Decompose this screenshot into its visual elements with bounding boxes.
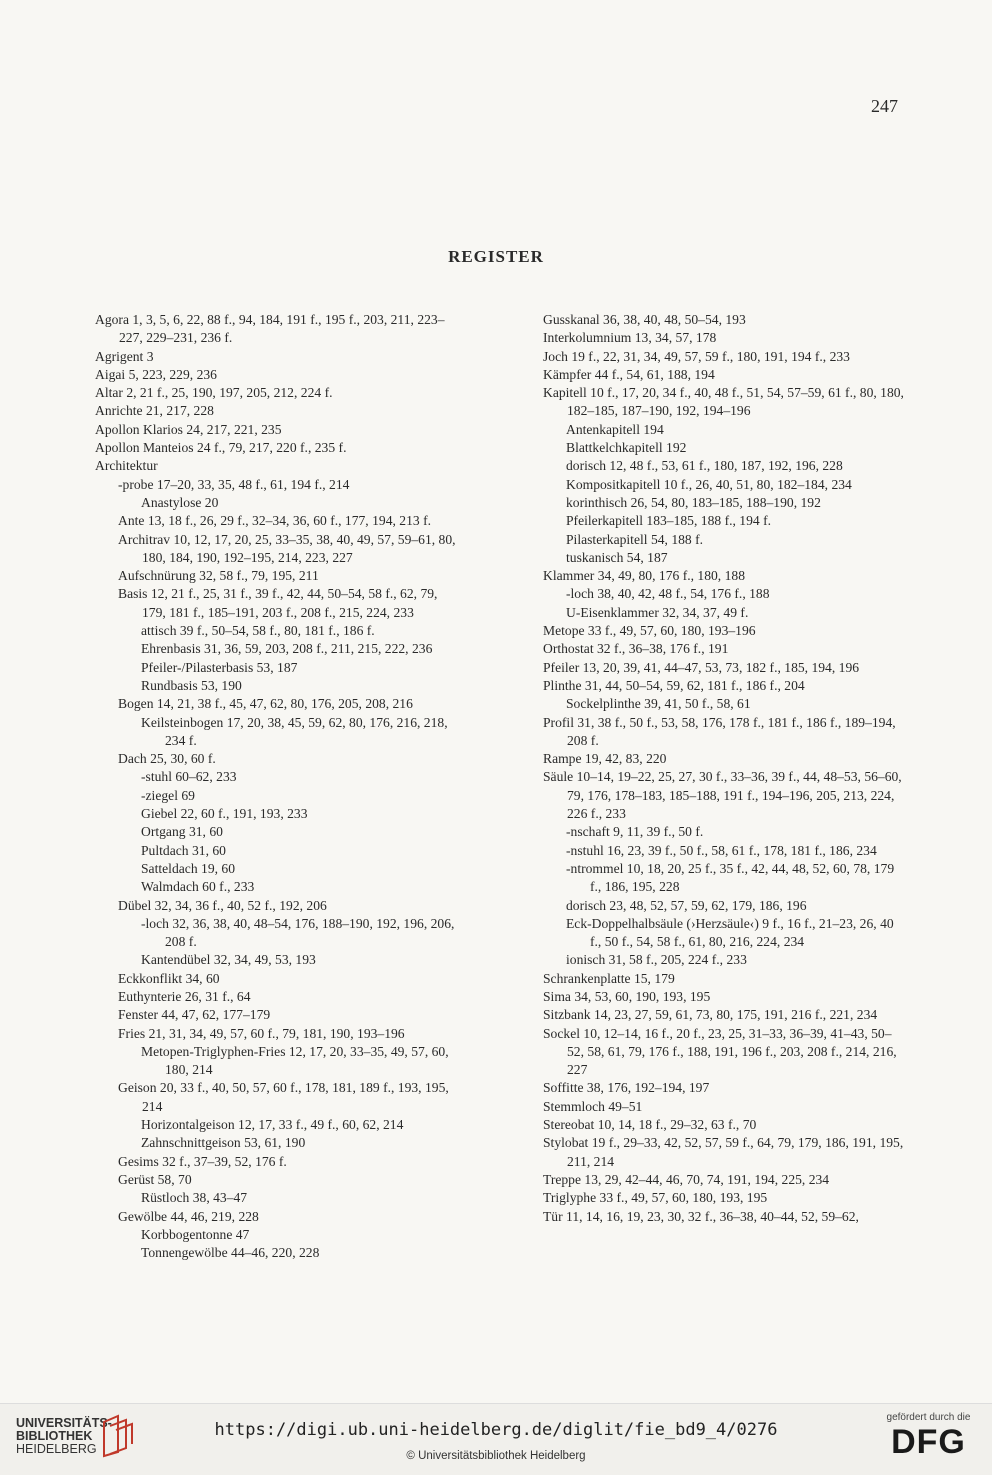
index-entry: Metopen-Triglyphen-Fries 12, 17, 20, 33–35, 49, 57, 60, 180, 214: [141, 1043, 449, 1078]
index-entry: Architrav 10, 12, 17, 20, 25, 33–35, 38, 40, 49, 57, 59–61, 80, 180, 184, 190, 192–195, 214, 223, 227: [118, 531, 456, 565]
index-column-right: [543, 311, 905, 1226]
index-entry: Geison 20, 33 f., 40, 50, 57, 60 f., 178, 181, 189 f., 193, 195, 214: [118, 1080, 449, 1114]
index-entry: Plinthe 31, 44, 50–54, 59, 62, 181 f., 186 f., 204: [543, 677, 805, 693]
index-entry: Altar 2, 21 f., 25, 190, 197, 205, 212, 224 f.: [95, 385, 333, 401]
index-entry: Interkolumnium 13, 34, 57, 178: [543, 330, 717, 346]
index-entry: Gesims 32 f., 37–39, 52, 176 f.: [118, 1153, 287, 1169]
index-entry: Giebel 22, 60 f., 191, 193, 233: [141, 806, 308, 822]
index-entry: dorisch 12, 48 f., 53, 61 f., 180, 187, 192, 196, 228: [566, 458, 843, 474]
index-entry: Walmdach 60 f., 233: [141, 879, 255, 895]
index-entry: Pfeiler 13, 20, 39, 41, 44–47, 53, 73, 182 f., 185, 194, 196: [543, 659, 860, 675]
index-entry: Satteldach 19, 60: [141, 860, 236, 876]
index-entry: Basis 12, 21 f., 25, 31 f., 39 f., 42, 44, 50–54, 58 f., 62, 79, 179, 181 f., 185–191, 203 f., 208 f., 215, 224, 233: [118, 586, 438, 620]
page-title: REGISTER: [448, 247, 544, 266]
index-entry: -nstuhl 16, 23, 39 f., 50 f., 58, 61 f., 178, 181 f., 186, 234: [566, 842, 877, 858]
index-entry: Rundbasis 53, 190: [141, 677, 242, 693]
index-entry: -ntrommel 10, 18, 20, 25 f., 35 f., 42, 44, 48, 52, 60, 78, 179 f., 186, 195, 228: [566, 860, 895, 895]
index-entry: Säule 10–14, 19–22, 25, 27, 30 f., 33–36, 39 f., 44, 48–53, 56–60, 79, 176, 178–183, 185–188, 191 f., 194–196, 205, 213, 224, 226 f., 233: [543, 769, 902, 822]
index-entry: Sockel 10, 12–14, 16 f., 20 f., 23, 25, 31–33, 36–39, 41–43, 50–52, 58, 61, 79, 176 f., 188, 191, 196 f., 203, 208 f., 214, 216, 227: [543, 1025, 897, 1078]
index-entry: Gerüst 58, 70: [118, 1171, 192, 1187]
index-entry: Tonnengewölbe 44–46, 220, 228: [141, 1245, 320, 1261]
index-entry: Keilsteinbogen 17, 20, 38, 45, 59, 62, 80, 176, 216, 218, 234 f.: [141, 714, 448, 748]
index-entry: Anastylose 20: [141, 494, 219, 510]
index-entry: Treppe 13, 29, 42–44, 46, 70, 74, 191, 194, 225, 234: [543, 1171, 830, 1187]
index-entry: Sima 34, 53, 60, 190, 193, 195: [543, 988, 711, 1004]
funding-note: gefördert durch die: [886, 1412, 971, 1423]
index-entry: Dach 25, 30, 60 f.: [118, 751, 216, 767]
index-entry: Anrichte 21, 217, 228: [95, 403, 214, 419]
index-entry: Pilasterkapitell 54, 188 f.: [566, 531, 704, 547]
index-entry: Fries 21, 31, 34, 49, 57, 60 f., 79, 181, 190, 193–196: [118, 1025, 405, 1041]
index-entry: Kompositkapitell 10 f., 26, 40, 51, 80, 182–184, 234: [566, 476, 852, 492]
index-entry: Soffitte 38, 176, 192–194, 197: [543, 1080, 710, 1096]
index-entry: Horizontalgeison 12, 17, 33 f., 49 f., 60, 62, 214: [141, 1117, 404, 1133]
index-entry: Antenkapitell 194: [566, 421, 664, 437]
viewer-footer: [0, 1403, 992, 1475]
index-entry: Ortgang 31, 60: [141, 824, 223, 840]
logo-text-line: BIBLIOTHEK: [16, 1429, 93, 1443]
index-entry: -ziegel 69: [141, 787, 195, 803]
index-entry: Rampe 19, 42, 83, 220: [543, 751, 667, 767]
index-entry: Aigai 5, 223, 229, 236: [95, 366, 217, 382]
index-entry: -loch 38, 40, 42, 48 f., 54, 176 f., 188: [566, 586, 770, 602]
index-entry: Architektur: [95, 458, 158, 474]
index-entry: tuskanisch 54, 187: [566, 549, 668, 565]
index-entry: Stemmloch 49–51: [543, 1098, 643, 1114]
index-entry: Stylobat 19 f., 29–33, 42, 52, 57, 59 f., 64, 79, 179, 186, 191, 195, 211, 214: [543, 1135, 904, 1169]
index-entry: Ehrenbasis 31, 36, 59, 203, 208 f., 211, 215, 222, 236: [141, 641, 433, 657]
dfg-wordmark: DFG: [891, 1423, 966, 1461]
index-entry: Stereobat 10, 14, 18 f., 29–32, 63 f., 70: [543, 1117, 757, 1133]
index-entry: Gewölbe 44, 46, 219, 228: [118, 1208, 259, 1224]
index-entry: Tür 11, 14, 16, 19, 23, 30, 32 f., 36–38, 40–44, 52, 59–62,: [543, 1208, 859, 1224]
index-entry: Kapitell 10 f., 17, 20, 34 f., 40, 48 f., 51, 54, 57–59, 61 f., 80, 180, 182–185, 187–190, 192, 194–196: [543, 385, 904, 419]
copyright-notice: © Universitätsbibliothek Heidelberg: [406, 1450, 586, 1462]
index-entry: Klammer 34, 49, 80, 176 f., 180, 188: [543, 568, 745, 584]
index-entry: Gusskanal 36, 38, 40, 48, 50–54, 193: [543, 312, 746, 327]
index-entry: Metope 33 f., 49, 57, 60, 180, 193–196: [543, 623, 756, 639]
index-entry: Dübel 32, 34, 36 f., 40, 52 f., 192, 206: [118, 897, 327, 913]
index-entry: Eck-Doppelhalbsäule (›Herzsäule‹) 9 f., 16 f., 21–23, 26, 40 f., 50 f., 54, 58 f., 61, 80, 216, 224, 234: [566, 915, 894, 950]
index-entry: Zahnschnittgeison 53, 61, 190: [141, 1135, 306, 1151]
index-entry: Orthostat 32 f., 36–38, 176 f., 191: [543, 641, 729, 657]
index-entry: Blattkelchkapitell 192: [566, 440, 687, 456]
index-column-left: [95, 311, 457, 1262]
index-entry: attisch 39 f., 50–54, 58 f., 80, 181 f., 186 f.: [141, 623, 375, 639]
index-entry: Pfeiler-/Pilasterbasis 53, 187: [141, 659, 298, 675]
index-entry: Pfeilerkapitell 183–185, 188 f., 194 f.: [566, 513, 772, 529]
index-entry: -probe 17–20, 33, 35, 48 f., 61, 194 f., 214: [118, 476, 350, 492]
index-entry: U-Eisenklammer 32, 34, 37, 49 f.: [566, 604, 749, 620]
index-entry: Profil 31, 38 f., 50 f., 53, 58, 176, 178 f., 181 f., 186 f., 189–194, 208 f.: [543, 714, 896, 748]
funder-logo[interactable]: [881, 1412, 976, 1461]
index-entry: Ante 13, 18 f., 26, 29 f., 32–34, 36, 60 f., 177, 194, 213 f.: [118, 513, 432, 529]
logo-text-line: UNIVERSITÄTS-: [16, 1416, 112, 1430]
index-entry: -stuhl 60–62, 233: [141, 769, 237, 785]
logo-text-line: HEIDELBERG: [16, 1442, 97, 1456]
index-entry: dorisch 23, 48, 52, 57, 59, 62, 179, 186, 196: [566, 897, 807, 913]
index-entry: Kantendübel 32, 34, 49, 53, 193: [141, 952, 316, 968]
index-entry: Sitzbank 14, 23, 27, 59, 61, 73, 80, 175, 191, 216 f., 221, 234: [543, 1007, 878, 1023]
index-entry: Sockelplinthe 39, 41, 50 f., 58, 61: [566, 696, 751, 712]
index-entry: Agora 1, 3, 5, 6, 22, 88 f., 94, 184, 191 f., 195 f., 203, 211, 223–227, 229–231, 236 f.: [95, 312, 445, 346]
index-entry: Rüstloch 38, 43–47: [141, 1190, 248, 1206]
index-entry: -loch 32, 36, 38, 40, 48–54, 176, 188–190, 192, 196, 206, 208 f.: [141, 915, 455, 950]
index-entry: ionisch 31, 58 f., 205, 224 f., 233: [566, 952, 747, 968]
index-entry: Eckkonflikt 34, 60: [118, 970, 220, 986]
index-entry: Euthynterie 26, 31 f., 64: [118, 988, 251, 1004]
index-entry: Apollon Manteios 24 f., 79, 217, 220 f., 235 f.: [95, 440, 347, 456]
index-entry: -nschaft 9, 11, 39 f., 50 f.: [566, 824, 704, 840]
index-entry: Fenster 44, 47, 62, 177–179: [118, 1007, 271, 1023]
index-entry: Joch 19 f., 22, 31, 34, 49, 57, 59 f., 180, 191, 194 f., 233: [543, 348, 850, 364]
index-entry: Bogen 14, 21, 38 f., 45, 47, 62, 80, 176, 205, 208, 216: [118, 696, 413, 712]
index-entry: korinthisch 26, 54, 80, 183–185, 188–190, 192: [566, 494, 821, 510]
permalink-url[interactable]: https://digi.ub.uni-heidelberg.de/diglit/fie_bd9_4/0276: [214, 1420, 778, 1440]
index-entry: Kämpfer 44 f., 54, 61, 188, 194: [543, 366, 715, 382]
index-entry: Apollon Klarios 24, 217, 221, 235: [95, 421, 282, 437]
index-entry: Aufschnürung 32, 58 f., 79, 195, 211: [118, 568, 319, 584]
index-entry: Pultdach 31, 60: [141, 842, 226, 858]
index-entry: Schrankenplatte 15, 179: [543, 970, 675, 986]
index-entry: Agrigent 3: [95, 348, 154, 364]
index-entry: Triglyphe 33 f., 49, 57, 60, 180, 193, 195: [543, 1190, 768, 1206]
page-number: 247: [871, 96, 898, 116]
index-entry: Korbbogentonne 47: [141, 1226, 250, 1242]
